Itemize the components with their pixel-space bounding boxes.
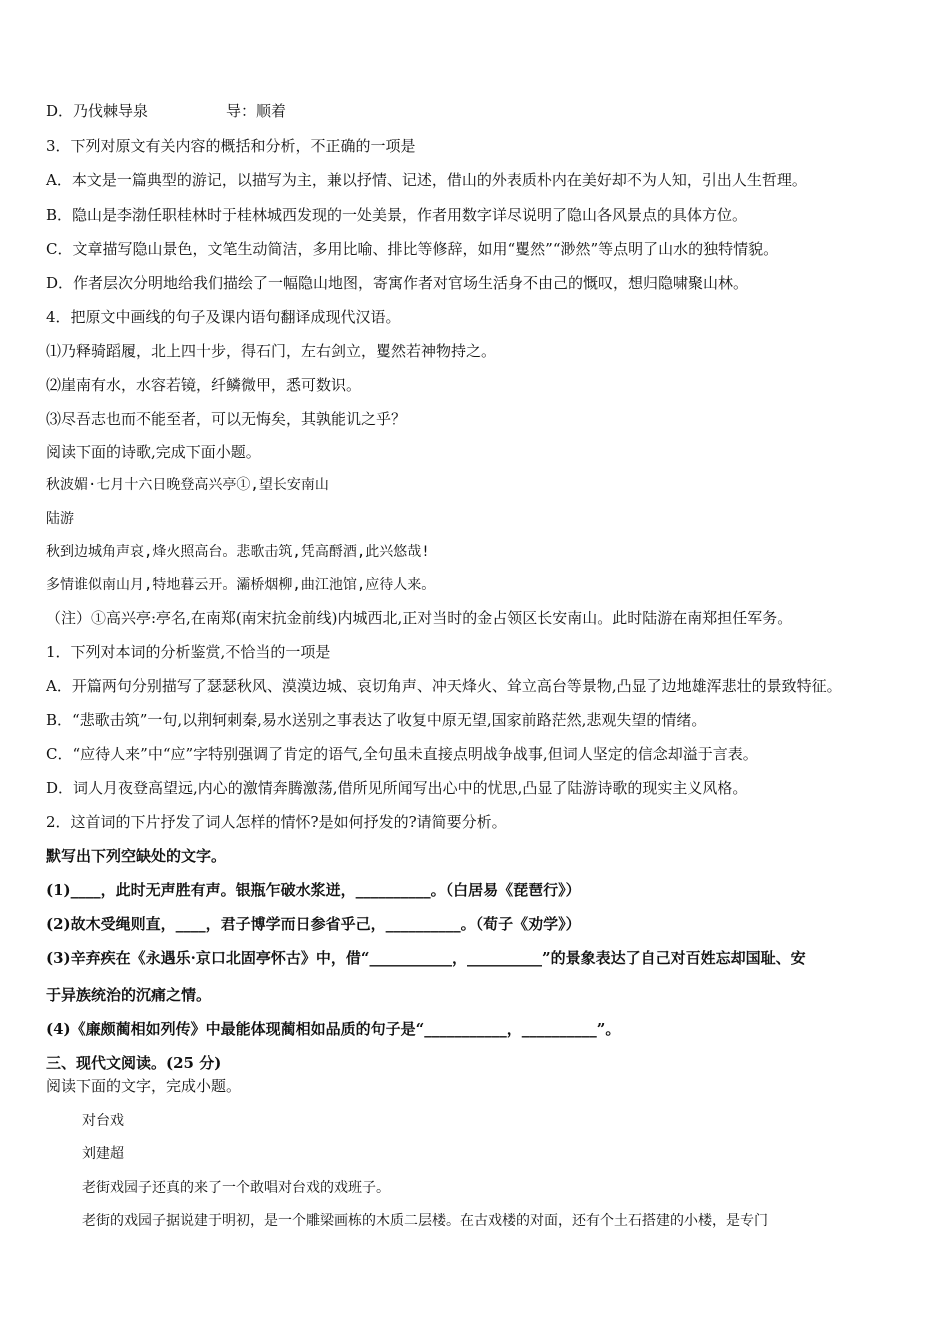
q4-sentence-2: ⑵崖南有水，水容若镜，纤鳞微甲，悉可数识。 [46,376,362,394]
article-paragraph-2: 老街的戏园子据说建于明初，是一个雕梁画栋的木质二层楼。在古戏楼的对面，还有个土石搭建的小楼，是专门 [82,1213,768,1229]
q3-option-a: A．本文是一篇典型的游记，以描写为主，兼以抒情、记述，借山的外表质朴内在美好却不为人知，引出人生哲理。 [46,171,807,189]
dictation-item-4: (4)《廉颇蔺相如列传》中最能体现蔺相如品质的句子是“___________，__________”。 [46,1020,621,1038]
poem-intro: 阅读下面的诗歌,完成下面小题。 [46,443,261,461]
q4-stem: 4．把原文中画线的句子及课内语句翻译成现代汉语。 [46,308,401,326]
article-author: 刘建超 [82,1146,124,1162]
poem-author: 陆游 [46,511,74,527]
dictation-item-3-cont: 于异族统治的沉痛之情。 [46,986,212,1004]
q4-sentence-1: ⑴乃释骑蹈履，北上四十步，得石门，左右剑立，矍然若神物持之。 [46,342,497,360]
article-title: 对台戏 [82,1113,124,1129]
q3-option-c: C．文章描写隐山景色，文笔生动简洁，多用比喻、排比等修辞，如用“矍然”“渺然”等点明了山水的独特情貌。 [46,240,779,258]
option-gloss: 导：顺着 [226,102,287,120]
option-text: D．乃伐棘导泉 [46,102,149,120]
q4-sentence-3: ⑶尽吾志也而不能至者，可以无悔矣，其孰能讥之乎？ [46,410,407,428]
poem-q1-option-b: B．“悲歌击筑”一句,以荆轲刺秦,易水送别之事表达了收复中原无望,国家前路茫然,悲观失望的情绪。 [46,711,707,729]
article-paragraph-1: 老街戏园子还真的来了一个敢唱对台戏的戏班子。 [82,1180,390,1196]
dictation-item-3: (3)辛弃疾在《永遇乐·京口北固亭怀古》中，借“___________，__________”的景象表达了自己对百姓忘却国耻、安 [46,949,806,967]
section-heading: 三、现代文阅读。(25 分) [46,1054,222,1072]
poem-line-2: 多情谁似南山月,特地暮云开。灞桥烟柳,曲江池馆,应待人来。 [46,577,436,593]
poem-q1-option-d: D．词人月夜登高望远,内心的激情奔腾激荡,借所见所闻写出心中的忧思,凸显了陆游诗歌的现实主义风格。 [46,779,748,797]
poem-q2: 2．这首词的下片抒发了词人怎样的情怀?是如何抒发的?请简要分析。 [46,813,507,831]
poem-line-1: 秋到边城角声哀,烽火照高台。悲歌击筑,凭高酹酒,此兴悠哉! [46,544,430,560]
q3-stem: 3．下列对原文有关内容的概括和分析，不正确的一项是 [46,137,416,155]
q3-option-b: B．隐山是李渤任职桂林时于桂林城西发现的一处美景，作者用数字详尽说明了隐山各风景点的具体方位。 [46,206,748,224]
section-intro: 阅读下面的文字，完成小题。 [46,1077,242,1095]
q2-option-d [46,101,910,121]
poem-note: （注）①高兴亭:亭名,在南郑(南宋抗金前线)内城西北,正对当时的金占领区长安南山。此时陆游在南郑担任军务。 [46,609,793,627]
poem-q1-option-a: A．开篇两句分别描写了瑟瑟秋风、漠漠边城、哀切角声、冲天烽火、耸立高台等景物,凸显了边地雄浑悲壮的景致特征。 [46,677,842,695]
poem-title: 秋波媚·七月十六日晚登高兴亭①,望长安南山 [46,477,329,493]
poem-q1-option-c: C．“应待人来”中“应”字特别强调了肯定的语气,全句虽未直接点明战争战事,但词人坚定的信念却溢于言表。 [46,745,758,763]
dictation-item-1: (1)____，此时无声胜有声。银瓶乍破水浆迸，__________。（白居易《琵琶行》） [46,881,581,899]
poem-q1-stem: 1．下列对本词的分析鉴赏,不恰当的一项是 [46,643,331,661]
dictation-item-2: (2)故木受绳则直，____，君子博学而日参省乎己，__________。（荀子《劝学》） [46,915,581,933]
q3-option-d: D．作者层次分明地给我们描绘了一幅隐山地图，寄寓作者对官场生活身不由己的慨叹，想归隐啸聚山林。 [46,274,749,292]
dictation-title: 默写出下列空缺处的文字。 [46,847,227,865]
